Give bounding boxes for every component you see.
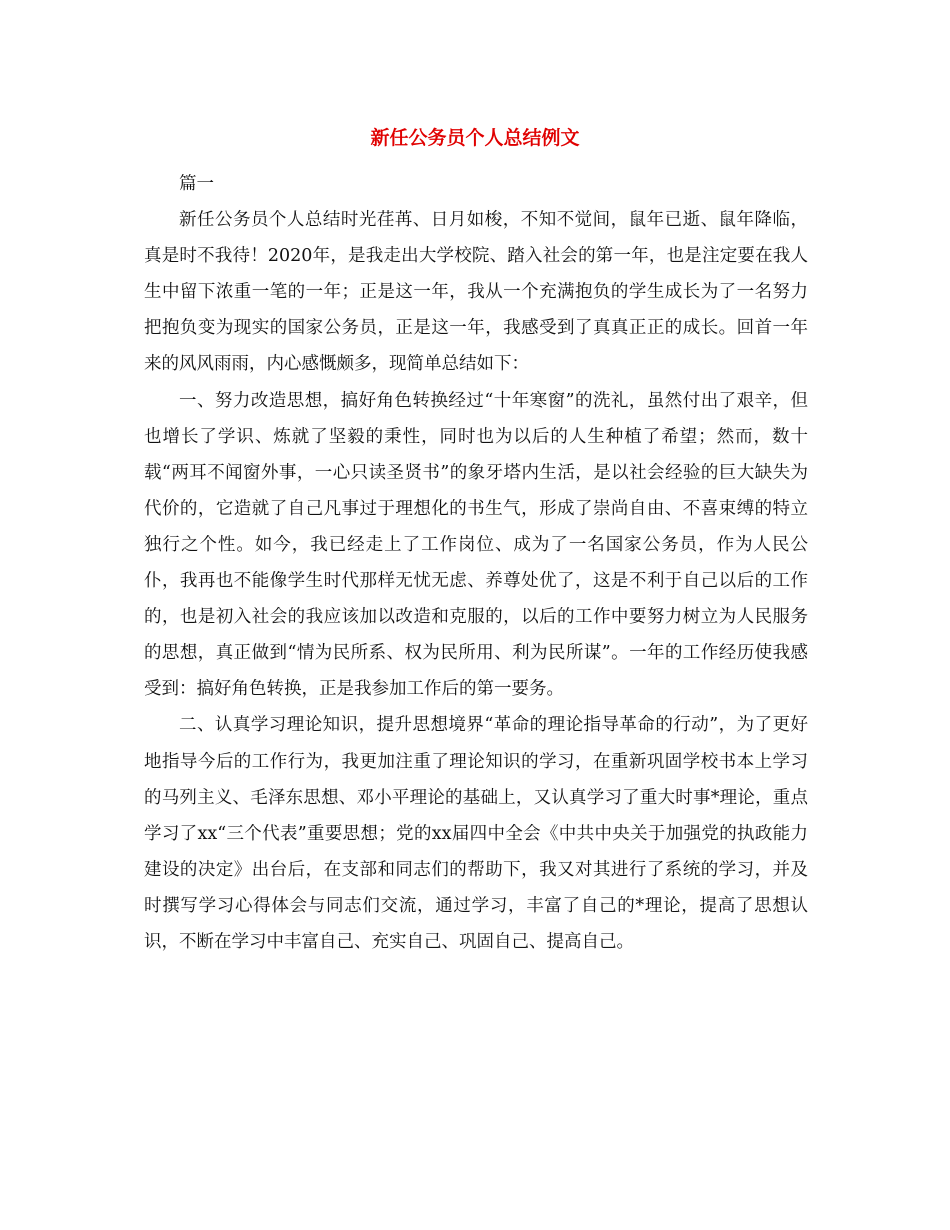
paragraph-section-two: 二、认真学习理论知识，提升思想境界“革命的理论指导革命的行动”，为了更好地指导今后的工作行为，我更加注重了理论知识的学习，在重新巩固学校书本上学习的马列主义、毛泽东思想、邓小平理论的基础上，又认真学习了重大时事*理论，重点学习了xx“三个代表”重要思想；党的xx届四中全会《中共中央关于加强党的执政能力建设的决定》出台后，在支部和同志们的帮助下，我又对其进行了系统的学习，并及时撰写学习心得体会与同志们交流，通过学习，丰富了自己的*理论，提高了思想认识，不断在学习中丰富自己、充实自己、巩固自己、提高自己。	[144, 715, 808, 952]
section-label: 篇一	[179, 174, 214, 194]
document-title: 新任公务员个人总结例文	[370, 127, 580, 149]
paragraph-intro: 新任公务员个人总结时光荏苒、日月如梭，不知不觉间，鼠年已逝、鼠年降临，真是时不我待！2020年，是我走出大学校院、踏入社会的第一年，也是注定要在我人生中留下浓重一笔的一年；正是这一年，我从一个充满抱负的学生成长为了一名努力把抱负变为现实的国家公务员，正是这一年，我感受到了真真正正的成长。回首一年来的风风雨雨，内心感慨颇多，现简单总结如下：	[144, 210, 808, 375]
document-body	[144, 166, 808, 960]
paragraph-section-one: 一、努力改造思想，搞好角色转换经过“十年寒窗”的洗礼，虽然付出了艰辛，但也增长了学识、炼就了坚毅的秉性，同时也为以后的人生种植了希望；然而，数十载“两耳不闻窗外事，一心只读圣贤书”的象牙塔内生活，是以社会经验的巨大缺失为代价的，它造就了自己凡事过于理想化的书生气，形成了崇尚自由、不喜束缚的特立独行之个性。如今，我已经走上了工作岗位、成为了一名国家公务员，作为人民公仆，我再也不能像学生时代那样无忧无虑、养尊处优了，这是不利于自己以后的工作的，也是初入社会的我应该加以改造和克服的，以后的工作中要努力树立为人民服务的思想，真正做到“情为民所系、权为民所用、利为民所谋”。一年的工作经历使我感受到：搞好角色转换，正是我参加工作后的第一要务。	[144, 390, 808, 700]
